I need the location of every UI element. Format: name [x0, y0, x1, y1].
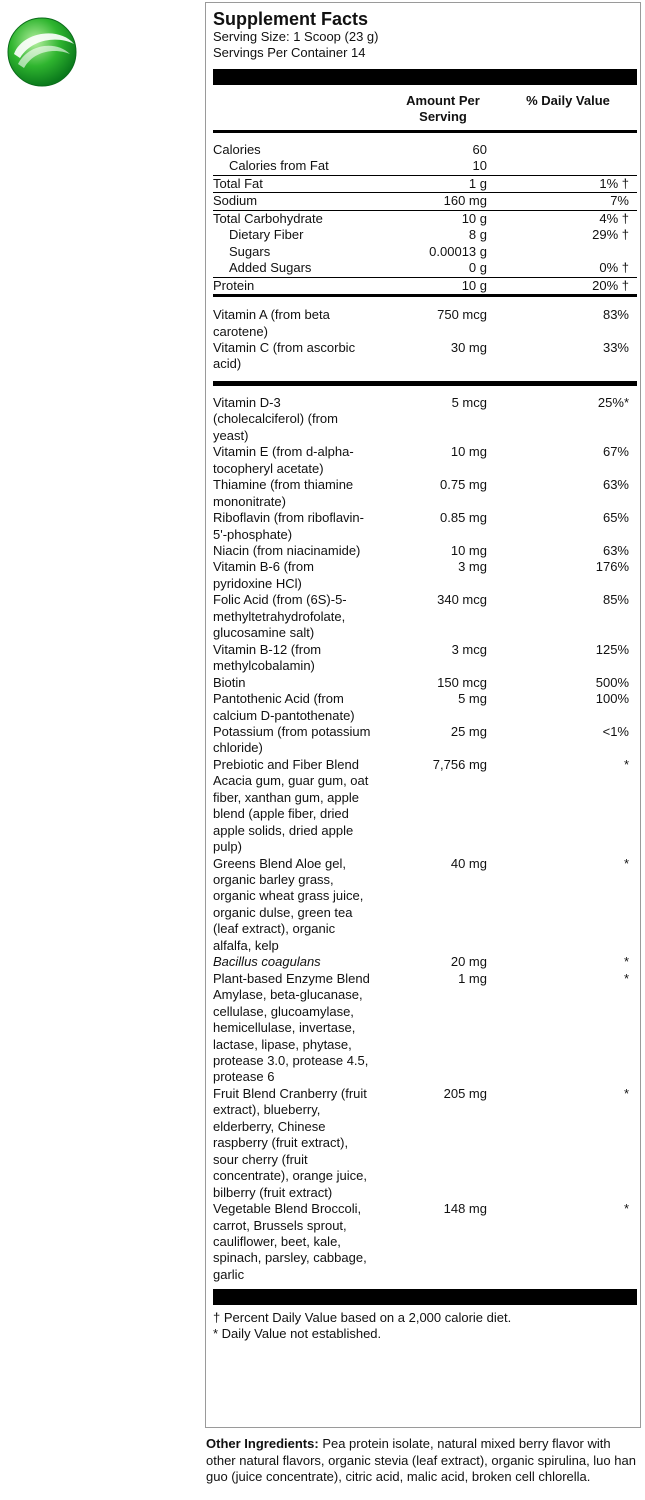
nutrient-amount: 10 g: [461, 277, 487, 293]
nutrient-name: Sodium: [213, 193, 258, 209]
nutrient-dv: 63%: [602, 542, 629, 558]
nutrient-row-sodium: [213, 193, 637, 209]
nutrient-row: [213, 1086, 637, 1201]
nutrient-amount: 8 g: [468, 227, 487, 243]
nutrient-amount: 10 mg: [450, 444, 487, 460]
green-swirl-orb-logo-icon: [4, 14, 80, 90]
nutrient-dv: 65%: [602, 510, 629, 526]
nutrient-row-total-fat: [213, 176, 637, 192]
nutrient-name: Vitamin E (from d-alpha-tocopheryl acetate): [213, 444, 354, 476]
nutrient-row: [213, 724, 637, 757]
nutrient-name: Folic Acid (from (6S)-5-methyltetrahydrofolate, glucosamine salt): [213, 592, 347, 641]
nutrient-row-vitamin-c: [213, 340, 637, 373]
nutrient-name: Vegetable Blend Broccoli, carrot, Brussels sprout, cauliflower, beet, kale, spinach, parsley, cabbage, garlic: [213, 1201, 367, 1282]
nutrient-amount: 150 mcg: [437, 674, 487, 690]
nutrient-dv: 85%: [602, 592, 629, 608]
nutrient-amount: 3 mg: [458, 559, 487, 575]
nutrient-name: Vitamin A (from beta carotene): [213, 307, 330, 339]
nutrient-name: Vitamin B-6 (from pyridoxine HCl): [213, 559, 314, 591]
nutrient-row: [213, 444, 637, 477]
nutrient-amount: 10 mg: [450, 542, 487, 558]
nutrient-name: Calories from Fat: [229, 158, 329, 174]
nutrient-amount: 0 g: [468, 260, 487, 276]
nutrient-name: Riboflavin (from riboflavin-5'-phosphate): [213, 510, 364, 542]
nutrient-row-calories: [213, 142, 637, 158]
nutrient-name: Bacillus coagulans: [213, 954, 321, 970]
nutrient-row-protein: [213, 278, 637, 294]
nutrient-row: [213, 757, 637, 856]
nutrient-amount: 7,756 mg: [432, 756, 487, 772]
nutrient-amount: 340 mcg: [437, 592, 487, 608]
nutrient-amount: 148 mg: [443, 1201, 487, 1217]
panel-title: Supplement Facts: [213, 9, 369, 29]
nutrient-amount: 1 mg: [458, 970, 487, 986]
nutrient-row-total-carbohydrate: [213, 211, 637, 227]
nutrient-name: Vitamin D-3 (cholecalciferol) (from yeast): [213, 394, 338, 443]
nutrient-amount: 3 mcg: [451, 641, 487, 657]
nutrient-row: [213, 954, 637, 970]
nutrient-name: Dietary Fiber: [229, 227, 304, 243]
nutrient-name: Niacin (from niacinamide): [213, 542, 361, 558]
nutrient-name: Total Carbohydrate: [213, 210, 323, 226]
nutrient-dv: 67%: [602, 444, 629, 460]
nutrient-list: [213, 395, 637, 1283]
nutrient-dv: *: [623, 970, 629, 986]
nutrient-row-added-sugars: [213, 260, 637, 276]
nutrient-row-dietary-fiber: [213, 227, 637, 243]
bottom-thick-bar: [213, 1289, 637, 1305]
nutrient-name: Thiamine (from thiamine mononitrate): [213, 477, 354, 509]
nutrient-name: Added Sugars: [229, 260, 312, 276]
supplement-facts-panel: [205, 2, 641, 1428]
other-ingredients-text: Pea protein isolate, natural mixed berry flavor with other natural flavors, organic stevia (leaf extract), organic spirulina, luo han guo (juice concentrate), citric acid, malic acid, broken cell chlorella.: [206, 1436, 636, 1484]
nutrient-row: [213, 592, 637, 641]
nutrient-dv: *: [623, 954, 629, 970]
nutrient-name: Protein: [213, 277, 255, 293]
nutrient-name: Fruit Blend Cranberry (fruit extract), blueberry, elderberry, Chinese raspberry (fruit extract), sour cherry (fruit concentrate), orange juice, bilberry (fruit extract): [213, 1085, 367, 1200]
nutrient-dv: *: [623, 855, 629, 871]
nutrient-dv: 500%: [595, 674, 629, 690]
nutrient-row: [213, 675, 637, 691]
column-header: [213, 85, 637, 130]
nutrient-amount: 0.00013 g: [429, 243, 487, 259]
nutrient-dv: *: [623, 1201, 629, 1217]
nutrient-row: [213, 971, 637, 1086]
nutrient-row-sugars: [213, 244, 637, 260]
nutrient-row: [213, 559, 637, 592]
nutrient-amount: 25 mg: [450, 723, 487, 739]
nutrient-amount: 160 mg: [443, 193, 487, 209]
nutrient-name: Prebiotic and Fiber Blend Acacia gum, guar gum, oat fiber, xanthan gum, apple blend (apple fiber, dried apple solids, dried apple pulp): [213, 756, 369, 855]
other-ingredients: [206, 1436, 642, 1486]
nutrient-row: [213, 691, 637, 724]
nutrient-dv: <1%: [602, 723, 629, 739]
nutrient-row: [213, 1201, 637, 1283]
nutrient-dv: 176%: [595, 559, 629, 575]
nutrient-amount: 750 mcg: [437, 307, 487, 323]
nutrient-dv: *: [623, 1085, 629, 1101]
footnote-asterisk: * Daily Value not established.: [213, 1326, 382, 1342]
nutrient-name: Sugars: [229, 243, 271, 259]
other-ingredients-label: Other Ingredients:: [206, 1436, 319, 1451]
nutrient-amount: 10 g: [461, 210, 487, 226]
nutrient-dv: 0% †: [599, 260, 629, 276]
nutrient-amount: 60: [472, 142, 487, 157]
daily-value-header: % Daily Value: [526, 93, 610, 108]
nutrient-dv: 20% †: [592, 277, 629, 293]
nutrient-dv: 25%*: [597, 394, 629, 410]
nutrient-row-vitamin-a: [213, 307, 637, 340]
nutrient-dv: 63%: [602, 477, 629, 493]
nutrient-name: Biotin: [213, 674, 246, 690]
nutrient-row: [213, 395, 637, 444]
nutrient-name: Vitamin B-12 (from methylcobalamin): [213, 641, 322, 674]
nutrient-dv: 33%: [602, 339, 629, 355]
amount-per-serving-header: Amount Per Serving: [406, 93, 480, 124]
nutrient-amount: 1 g: [468, 175, 487, 191]
nutrient-amount: 5 mcg: [451, 394, 487, 410]
nutrient-name: Total Fat: [213, 175, 263, 191]
nutrient-amount: 30 mg: [450, 339, 487, 355]
nutrient-amount: 5 mg: [458, 691, 487, 707]
nutrient-dv: 29% †: [592, 227, 629, 243]
nutrient-amount: 205 mg: [443, 1085, 487, 1101]
nutrient-row-calories-from-fat: [213, 158, 637, 174]
nutrient-amount: 40 mg: [450, 855, 487, 871]
nutrient-dv: 4% †: [599, 210, 629, 226]
nutrient-row: [213, 510, 637, 543]
servings-per-container: Servings Per Container 14: [213, 45, 366, 60]
nutrient-row: [213, 856, 637, 955]
nutrient-name: Greens Blend Aloe gel, organic barley grass, organic wheat grass juice, organic dulse, green tea (leaf extract), organic alfalfa, kelp: [213, 855, 364, 953]
footnote-dagger: † Percent Daily Value based on a 2,000 calorie diet.: [213, 1310, 512, 1326]
nutrient-row: [213, 642, 637, 675]
nutrient-name: Pantothenic Acid (from calcium D-pantothenate): [213, 691, 355, 723]
nutrient-dv: *: [623, 756, 629, 772]
nutrient-name: Potassium (from potassium chloride): [213, 723, 371, 756]
nutrient-amount: 20 mg: [450, 954, 487, 970]
nutrient-name: Plant-based Enzyme Blend Amylase, beta-glucanase, cellulase, glucoamylase, hemicellulase, invertase, lactase, lipase, phytase, protease 3.0, protease 4.5, protease 6: [213, 970, 370, 1085]
nutrient-name: Calories: [213, 142, 261, 157]
nutrient-name: Vitamin C (from ascorbic acid): [213, 339, 356, 372]
serving-size: Serving Size: 1 Scoop (23 g): [213, 29, 379, 44]
nutrient-amount: 0.85 mg: [440, 510, 487, 526]
nutrient-dv: 1% †: [599, 175, 629, 191]
nutrient-dv: 83%: [602, 307, 629, 323]
nutrient-amount: 0.75 mg: [440, 477, 487, 493]
nutrient-dv: 100%: [595, 691, 629, 707]
nutrient-row: [213, 543, 637, 559]
nutrient-row: [213, 477, 637, 510]
nutrient-amount: 10: [472, 158, 487, 174]
nutrient-dv: 7%: [610, 193, 629, 209]
top-thick-bar: [213, 69, 637, 85]
nutrient-dv: 125%: [595, 641, 629, 657]
